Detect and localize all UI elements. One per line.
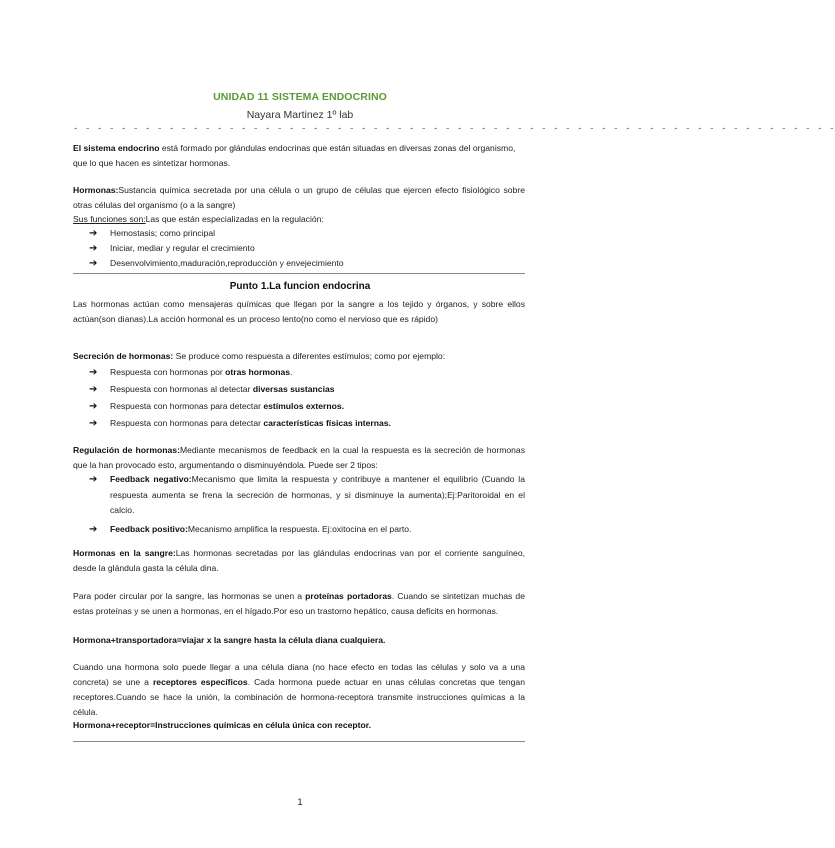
list-item: ➔ Feedback negativo:Mecanismo que limita la respuesta y contribuye a mantener el equilibrio (Cuando la respuesta aumenta se frena la secreción de hormonas, y si disminuye la aumenta);Ej:Paritoroidal en el calcio. [89,474,525,515]
right-arrow-icon: ➔ [89,401,98,412]
funciones-line [73,212,525,227]
right-arrow-icon: ➔ [89,258,98,269]
page-number: 1 [297,797,303,808]
hormonas-text: Sustancia química secretada por una célula o un grupo de células que ejercen efecto fisiológico sobre otras células del organismo (o a la sangre) [73,185,525,210]
author-line: Nayara Martinez 1º lab [246,109,354,121]
right-arrow-icon: ➔ [89,474,98,485]
horizontal-rule [73,273,525,274]
list-item: ➔ Hemostasis; como principal [89,228,216,239]
right-arrow-icon: ➔ [89,243,98,254]
secrecion-text: Se produce como respuesta a diferentes estímulos; como por ejemplo: [173,351,446,361]
receptores-paragraph: Cuando una hormona solo puede llegar a una célula diana (no hace efecto en todas las células y solo va a una concreta) se une a receptores específicos. Cada hormona puede actuar en unas células concretas que tengan receptores.Cuando se hace la unión, la combinación de hormona-receptora transmite instrucciones químicas a la célula. [73,662,525,717]
secrecion-paragraph [73,349,525,364]
regulacion-list [73,472,525,537]
funciones-label: Sus funciones son: [73,214,146,224]
list-item: ➔ Respuesta con hormonas por otras hormonas. [73,364,525,381]
right-arrow-icon: ➔ [89,228,98,239]
list-item: ➔ Respuesta con hormonas al detectar diversas sustancias [73,381,525,398]
intro-text: está formado por glándulas endocrinas que están situadas en diversas zonas del organismo, que lo que hacen es sintetizar hormonas. [73,143,516,168]
secrecion-term: Secreción de hormonas: [73,351,174,361]
sangre-term: Hormonas en la sangre: [73,548,176,558]
sangre-text: Las hormonas secretadas por las glándulas endocrinas van por el corriente sanguíneo, desde la glándula gasta la célula dina. [73,548,525,573]
funciones-text: Las que están especializadas en la regulación: [145,214,324,224]
secrecion-list [73,364,525,432]
regulacion-term: Regulación de hormonas: [73,445,180,455]
section-title-punto1: Punto 1.La funcion endocrina [229,281,371,292]
list-item: ➔ Respuesta con hormonas para detectar características físicas internas. [73,415,525,432]
sangre-paragraph [73,546,525,576]
right-arrow-icon: ➔ [89,523,98,535]
regulacion-paragraph [73,443,525,473]
hormonas-paragraph [73,183,525,213]
list-item: ➔ Feedback positivo:Mecanismo amplifica la respuesta. Ej:oxitocina en el parto. [73,522,525,538]
list-item: ➔ Iniciar, mediar y regular el crecimiento [89,243,255,254]
receptores-formula: Hormona+receptor=Instrucciones químicas en célula única con receptor. [73,720,372,730]
right-arrow-icon: ➔ [89,384,98,395]
list-item: ➔ Respuesta con hormonas para detectar estímulos externos. [73,398,525,415]
horizontal-rule [73,741,525,742]
regulacion-text: Mediante mecanismos de feedback en la cual la respuesta es la secreción de hormonas que la han provocado esto, argumentando o disminuyéndola. Puede ser 2 tipos: [73,445,525,470]
hormonas-term: Hormonas: [73,185,119,195]
punto1-paragraph: Las hormonas actúan como mensajeras químicas que llegan por la sangre a los tejido y órganos, y sobre ellos actúan(son dianas).La acción hormonal es un proceso lento(no como el nervioso que es rápido) [73,299,525,324]
list-item: ➔ Desenvolvimiento,maduración,reproducción y envejecimiento [89,258,344,269]
dashed-separator: - - - - - - - - - - - - - - - - - - - - - - - - - - - - - - - - - - - - - - - - - - - - - - - - - - - - - - - - - - - - - - - - [73,124,835,134]
intro-paragraph [73,141,525,171]
proteinas-paragraph: Para poder circular por la sangre, las hormonas se unen a proteínas portadoras. Cuando se sintetizan muchas de estas proteínas y se unen a hormonas, en el hígado.Por eso un trastorno hepático, causa deficits en hormonas. [73,591,525,616]
right-arrow-icon: ➔ [89,418,98,429]
document-title: UNIDAD 11 SISTEMA ENDOCRINO [213,91,387,103]
funciones-list [73,226,525,271]
right-arrow-icon: ➔ [89,367,98,378]
intro-term: El sistema endocrino [73,143,160,153]
proteinas-formula: Hormona+transportadora=viajar x la sangre hasta la célula diana cualquiera. [73,635,386,645]
